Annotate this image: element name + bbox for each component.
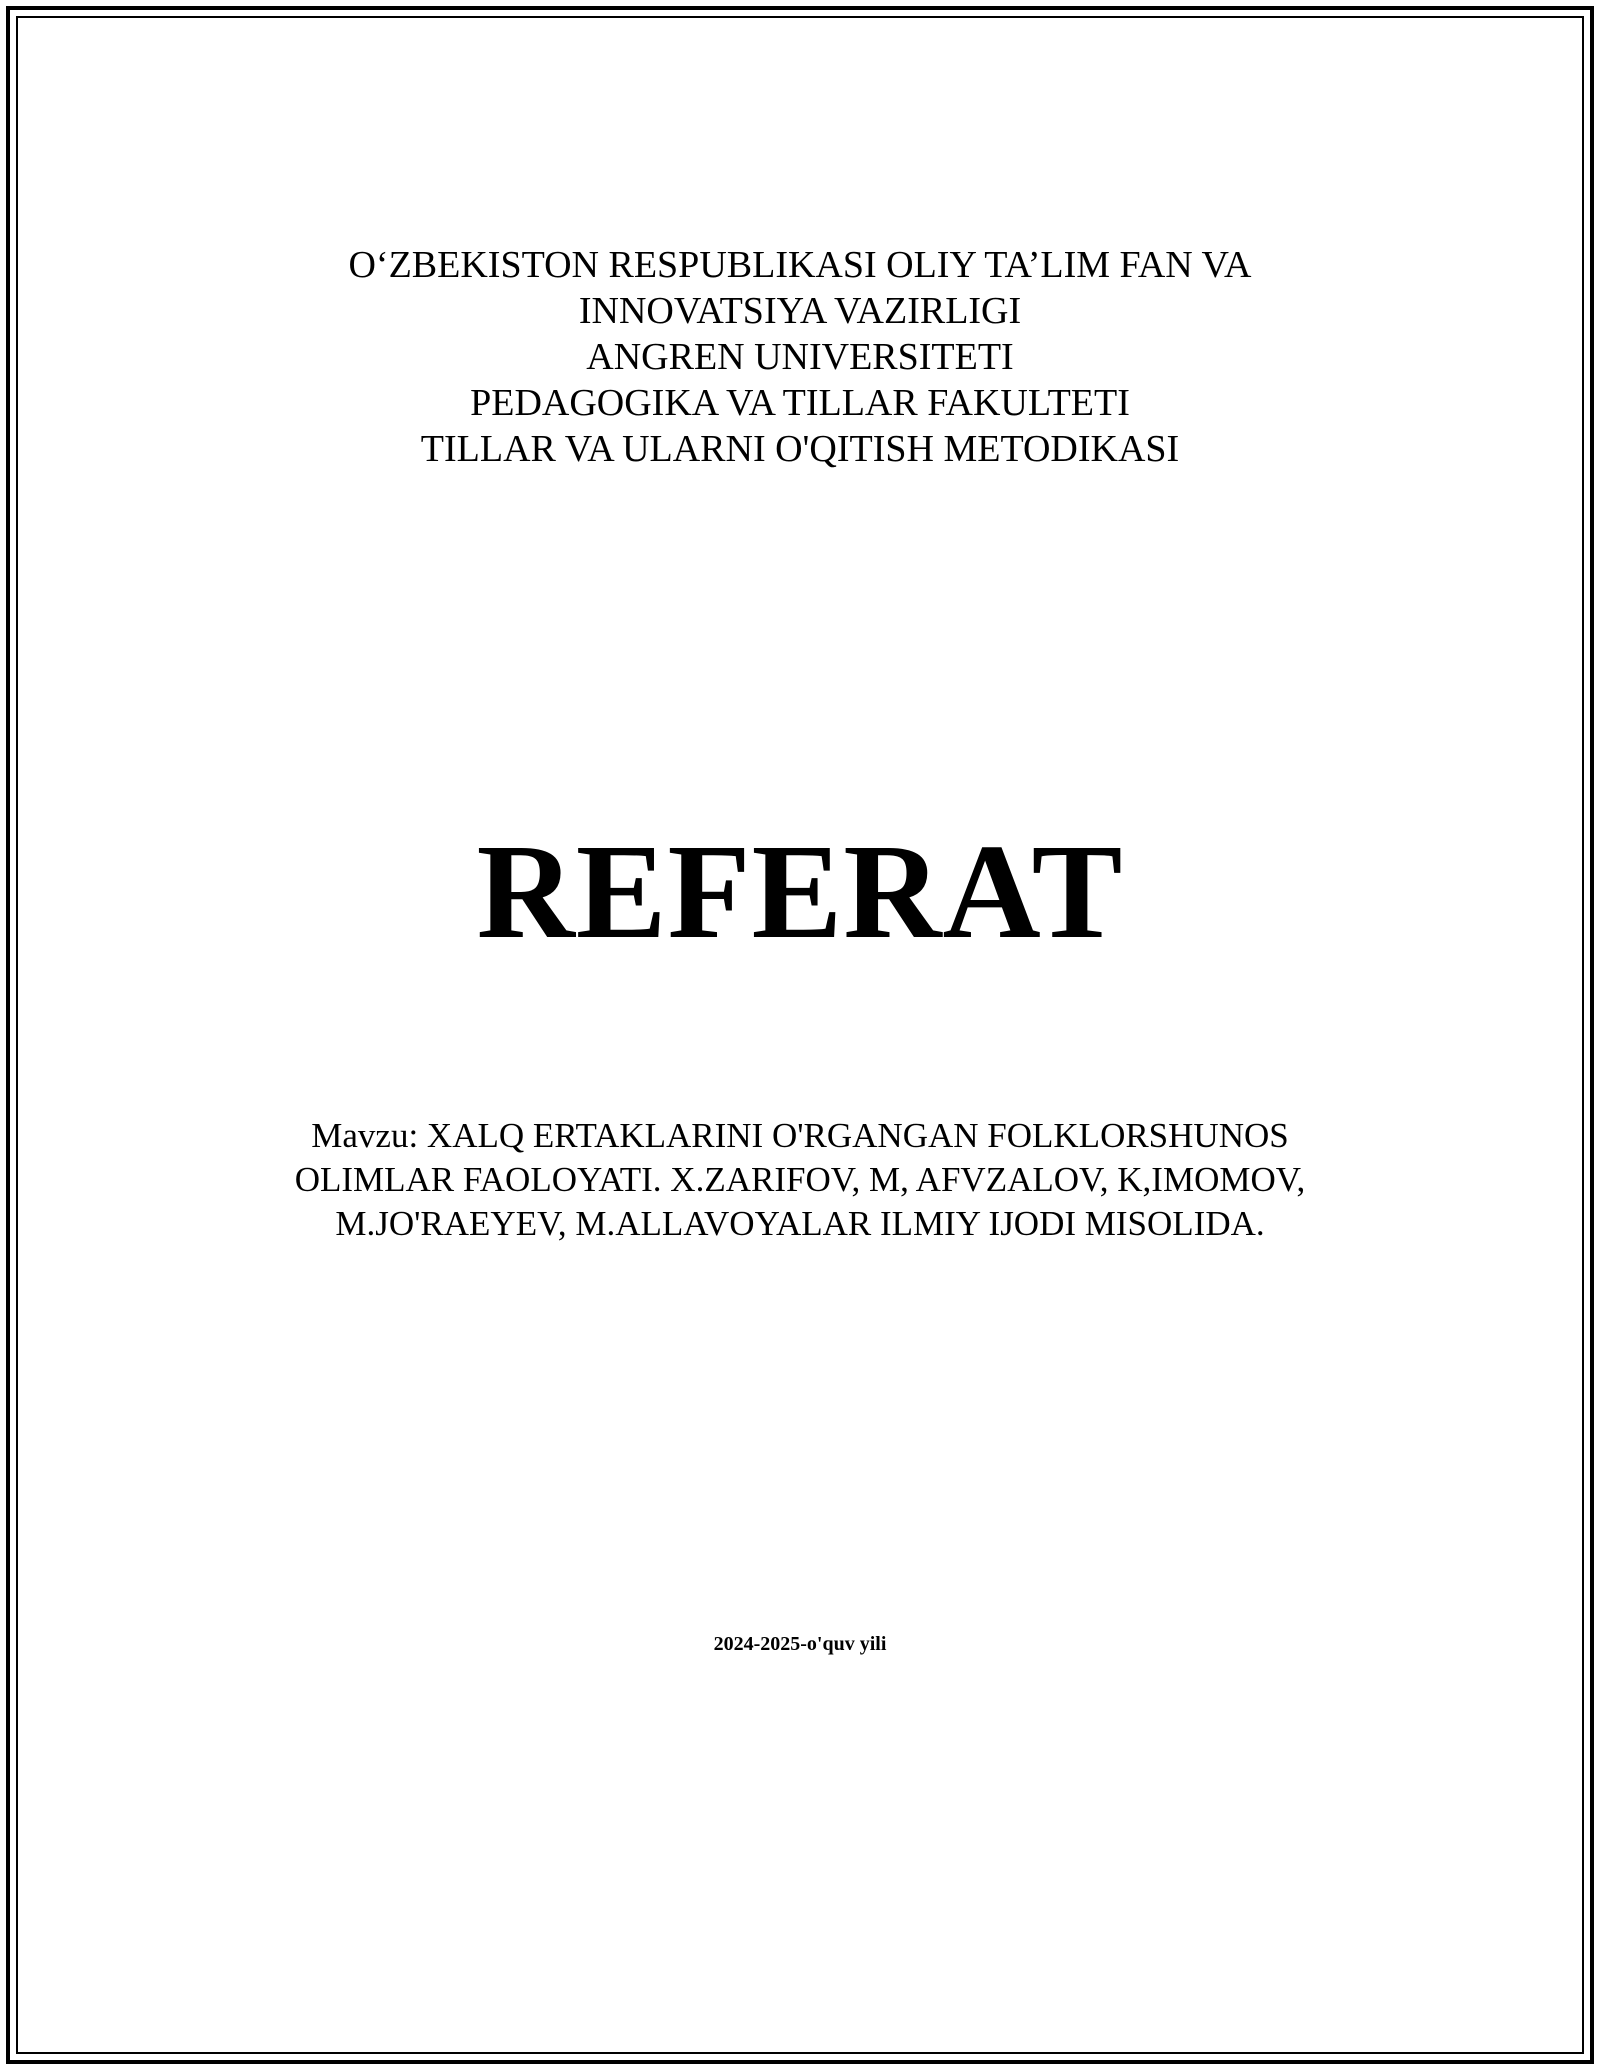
document-title: REFERAT [476, 817, 1124, 967]
topic-line-3: M.JO'RAEYEV, M.ALLAVOYALAR ILMIY IJODI MISOLIDA. [335, 1204, 1265, 1243]
topic-line-1: Mavzu: XALQ ERTAKLARINI O'RGANGAN FOLKLORSHUNOS [311, 1116, 1289, 1155]
topic-block [200, 1114, 1400, 1246]
header-line-ministry-cont: INNOVATSIYA VAZIRLIGI [578, 290, 1022, 332]
topic-line-2: OLIMLAR FAOLOYATI. X.ZARIFOV, M, AFVZALOV, K,IMOMOV, [294, 1160, 1306, 1199]
header-line-ministry: O‘ZBEKISTON RESPUBLIKASI OLIY TA’LIM FAN VA [348, 244, 1252, 286]
academic-year: 2024-2025-o'quv yili [713, 1633, 887, 1655]
institution-header [0, 242, 1600, 472]
header-line-faculty: PEDAGOGIKA VA TILLAR FAKULTETI [470, 382, 1130, 424]
header-line-university: ANGREN UNIVERSITETI [586, 336, 1014, 378]
header-line-department: TILLAR VA ULARNI O'QITISH METODIKASI [420, 428, 1180, 470]
